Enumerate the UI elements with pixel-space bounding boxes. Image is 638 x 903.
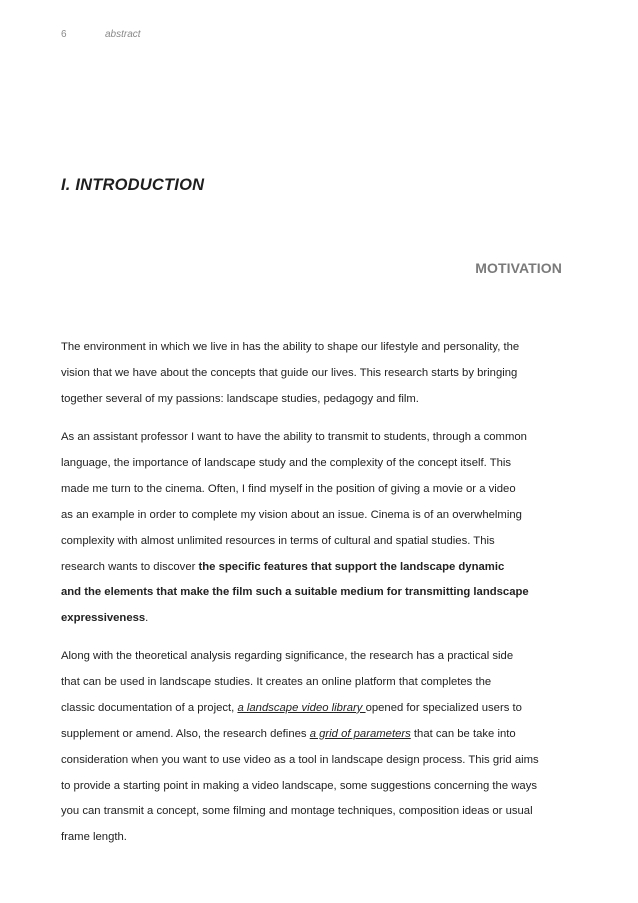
paragraph-2 [61,425,561,632]
paragraph-line [61,696,561,722]
paragraph-line: The environment in which we live in has the ability to shape our lifestyle and personality, the [61,341,520,353]
paragraph-line: that can be used in landscape studies. It creates an online platform that completes the [61,675,492,688]
paragraph-line [61,606,561,632]
paragraph-line: Along with the theoretical analysis regarding significance, the research has a practical side [61,650,514,662]
paragraph-text: supplement or amend. Also, the research defines [61,727,310,740]
paragraph-line: vision that we have about the concepts that guide our lives. This research starts by bringing [61,366,518,379]
paragraph-line: As an assistant professor I want to have the ability to transmit to students, through a common [61,431,527,443]
paragraph-line: language, the importance of landscape study and the complexity of the concept itself. This [61,456,512,469]
emphasis-text: expressiveness [61,612,146,625]
paragraph-text: classic documentation of a project, [61,701,238,714]
paragraph-text: that can be take into [410,727,516,740]
paragraph-1 [61,335,561,413]
paragraph-line: as an example in order to complete my vision about an issue. Cinema is of an overwhelming [61,508,522,521]
chapter-title: I. INTRODUCTION [61,176,205,194]
paragraph-text: . [145,612,149,625]
paragraph-text: research wants to discover [61,560,199,573]
section-heading: MOTIVATION [475,260,562,276]
paragraph-line: to provide a starting point in making a video landscape, some suggestions concerning the ways [61,779,538,792]
paragraph-line [61,555,561,581]
running-header [61,29,141,40]
page-number: 6 [61,29,67,40]
paragraph-line: consideration when you want to use video as a tool in landscape design process. This grid aims [61,753,539,766]
emphasis-text: the specific features that support the landscape dynamic [198,560,505,573]
paragraph-line: together several of my passions: landscape studies, pedagogy and film. [61,392,419,405]
paragraph-line [61,722,561,748]
paragraph-line: frame length. [61,831,127,844]
paragraph-line: complexity with almost unlimited resources in terms of cultural and spatial studies. This [61,534,495,547]
paragraph-line: made me turn to the cinema. Often, I find myself in the position of giving a movie or a video [61,482,516,495]
paragraph-line: you can transmit a concept, some filming and montage techniques, composition ideas or usual [61,805,533,818]
paragraph-3 [61,644,561,851]
paragraph-text: opened for specialized users to [365,701,522,714]
emphasis-text: and the elements that make the film such a suitable medium for transmitting landscape [61,586,529,599]
video-library-link[interactable]: a landscape video library [237,701,366,714]
running-header-label: abstract [105,29,141,40]
parameters-grid-link[interactable]: a grid of parameters [309,727,411,740]
